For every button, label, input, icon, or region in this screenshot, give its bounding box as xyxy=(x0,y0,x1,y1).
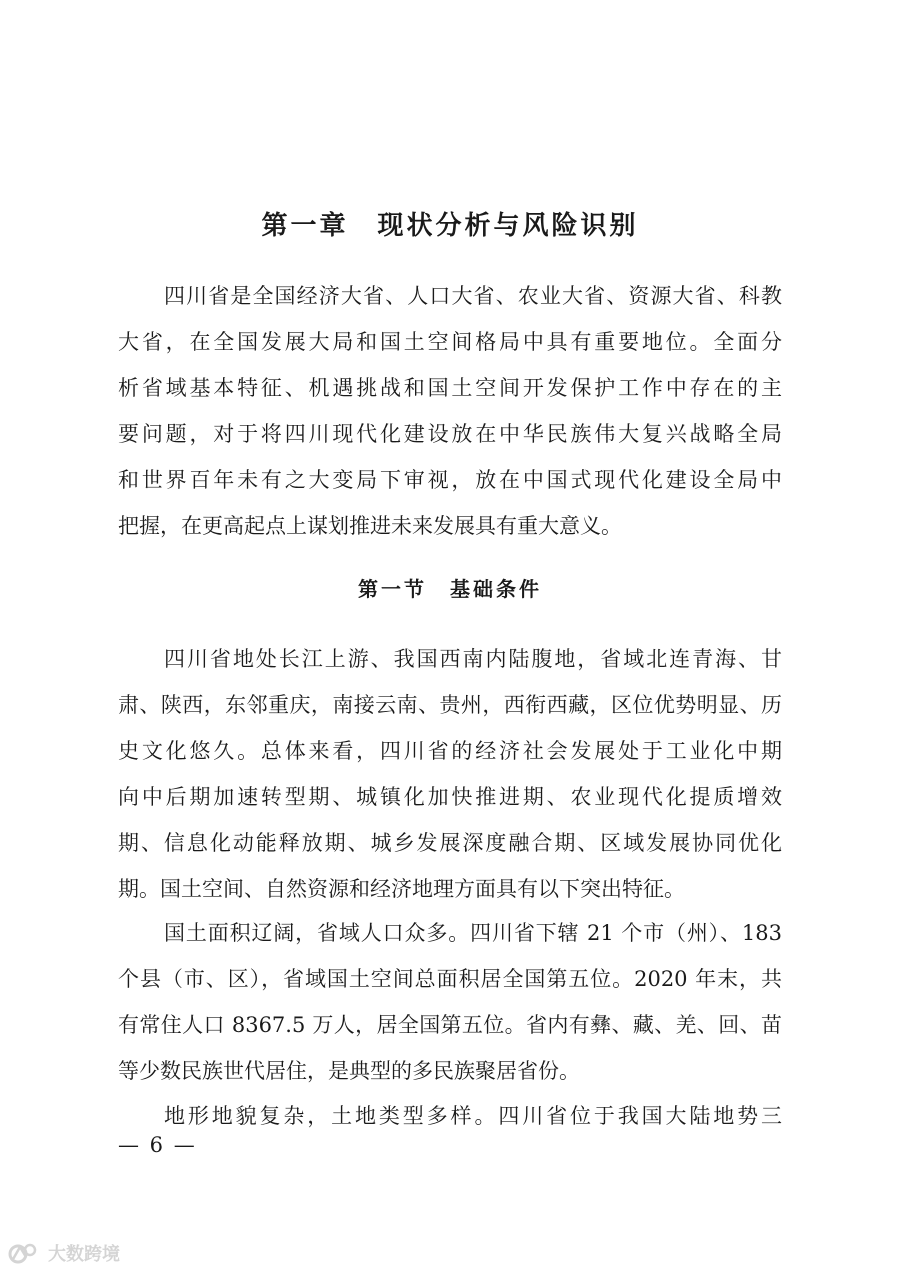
watermark-text: 大数跨境 xyxy=(48,1244,120,1265)
section-paragraph-2 xyxy=(118,910,782,1094)
paragraph-line: 等少数民族世代居住，是典型的多民族聚居省份。 xyxy=(118,1059,580,1083)
paragraph-line: 大省，在全国发展大局和国土空间格局中具有重要地位。全面分 xyxy=(118,330,782,354)
paragraph-line: 期。国土空间、自然资源和经济地理方面具有以下突出特征。 xyxy=(118,877,685,901)
section-title: 第一节 基础条件 xyxy=(358,577,542,601)
paragraph-line: 四川省是全国经济大省、人口大省、农业大省、资源大省、科教 xyxy=(164,284,782,308)
paragraph-line: 向中后期加速转型期、城镇化加快推进期、农业现代化提质增效 xyxy=(118,785,782,809)
paragraph-line: 地形地貌复杂，土地类型多样。四川省位于我国大陆地势三 xyxy=(164,1104,782,1128)
paragraph-line: 期、信息化动能释放期、城乡发展深度融合期、区域发展协同优化 xyxy=(118,831,782,855)
watermark xyxy=(8,1240,120,1266)
paragraph-line: 要问题，对于将四川现代化建设放在中华民族伟大复兴战略全局 xyxy=(118,422,782,446)
paragraph-line: 史文化悠久。总体来看，四川省的经济社会发展处于工业化中期 xyxy=(118,739,782,763)
paragraph-line: 把握，在更高起点上谋划推进未来发展具有重大意义。 xyxy=(118,514,622,538)
section-paragraph-3 xyxy=(118,1093,782,1139)
page-number: — 6 — xyxy=(118,1133,197,1157)
paragraph-line: 有常住人口 8367.5 万人，居全国第五位。省内有彝、藏、羌、回、苗 xyxy=(118,1013,782,1037)
paragraph-line: 肃、陕西，东邻重庆，南接云南、贵州，西衔西藏，区位优势明显、历 xyxy=(118,693,782,717)
paragraph-line: 国土面积辽阔，省域人口众多。四川省下辖 21 个市（州）、183 xyxy=(164,921,782,945)
watermark-logo-icon xyxy=(8,1241,42,1265)
paragraph-line: 析省域基本特征、机遇挑战和国土空间开发保护工作中存在的主 xyxy=(118,376,782,400)
paragraph-line: 四川省地处长江上游、我国西南内陆腹地，省域北连青海、甘 xyxy=(164,647,782,671)
paragraph-line: 个县（市、区），省域国土空间总面积居全国第五位。2020 年末，共 xyxy=(118,967,782,991)
paragraph-line: 和世界百年未有之大变局下审视，放在中国式现代化建设全局中 xyxy=(118,468,782,492)
section-paragraph-1 xyxy=(118,636,782,912)
intro-paragraph xyxy=(118,273,782,549)
chapter-title: 第一章 现状分析与风险识别 xyxy=(261,211,639,241)
